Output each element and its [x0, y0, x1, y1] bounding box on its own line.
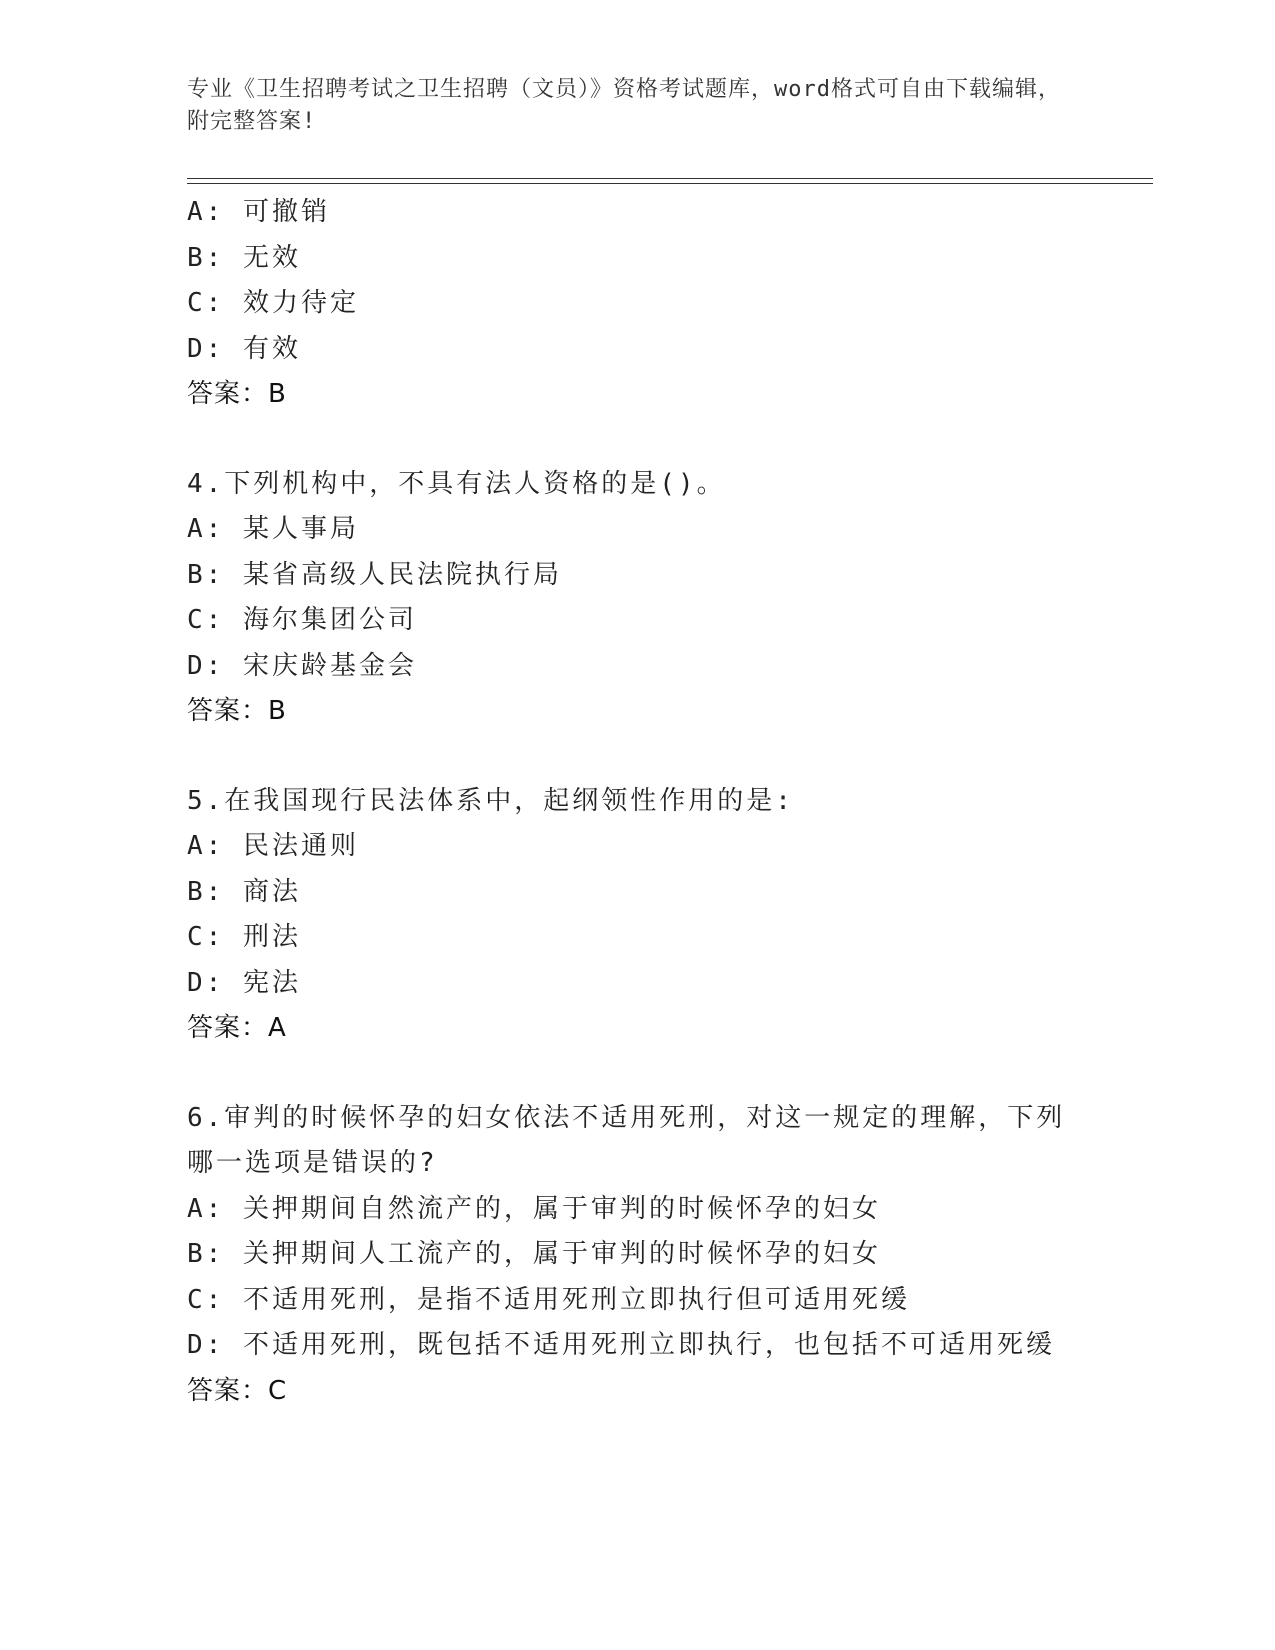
question-4: [187, 462, 1127, 735]
option-b: B: 某省高级人民法院执行局: [187, 559, 562, 590]
header-divider-bottom: [187, 183, 1153, 184]
option-b: B: 无效: [187, 242, 301, 273]
question-stem: 6.审判的时候怀孕的妇女依法不适用死刑，对这一规定的理解，下列哪一选项是错误的?: [187, 1102, 1066, 1178]
answer-label: 答案：C: [187, 1375, 288, 1406]
answer-label: 答案：B: [187, 696, 287, 726]
option-d: D: 宋庆龄基金会: [187, 650, 417, 681]
answer-label: 答案：A: [187, 1013, 287, 1043]
question-spacer: [187, 418, 1127, 462]
question-spacer: [187, 735, 1127, 779]
header-divider-top: [187, 178, 1153, 179]
option-d: D: 宪法: [187, 967, 301, 998]
question-3: [187, 190, 1127, 418]
option-a: A: 关押期间自然流产的，属于审判的时候怀孕的妇女: [187, 1193, 881, 1224]
question-6: [187, 1096, 1127, 1415]
document-header: 专业《卫生招聘考试之卫生招聘（文员）》资格考试题库，word格式可自由下载编辑，附完整答案!: [187, 77, 1061, 134]
question-stem: 4.下列机构中，不具有法人资格的是()。: [187, 468, 726, 499]
option-b: B: 商法: [187, 876, 301, 907]
option-c: C: 海尔集团公司: [187, 605, 417, 635]
option-d: D: 不适用死刑，既包括不适用死刑立即执行，也包括不可适用死缓: [187, 1330, 1055, 1360]
option-b: B: 关押期间人工流产的，属于审判的时候怀孕的妇女: [187, 1239, 881, 1269]
option-c: C: 不适用死刑，是指不适用死刑立即执行但可适用死缓: [187, 1284, 910, 1315]
option-c: C: 刑法: [187, 922, 301, 952]
question-stem: 5.在我国现行民法体系中，起纲领性作用的是:: [187, 785, 794, 816]
answer-label: 答案：B: [187, 379, 287, 409]
option-c: C: 效力待定: [187, 288, 359, 318]
question-5: [187, 779, 1127, 1052]
option-a: A: 某人事局: [187, 514, 359, 544]
question-spacer: [187, 1052, 1127, 1096]
option-a: A: 民法通则: [187, 831, 359, 861]
option-d: D: 有效: [187, 333, 301, 364]
option-a: A: 可撤销: [187, 197, 330, 227]
question-list: [187, 190, 1127, 1414]
